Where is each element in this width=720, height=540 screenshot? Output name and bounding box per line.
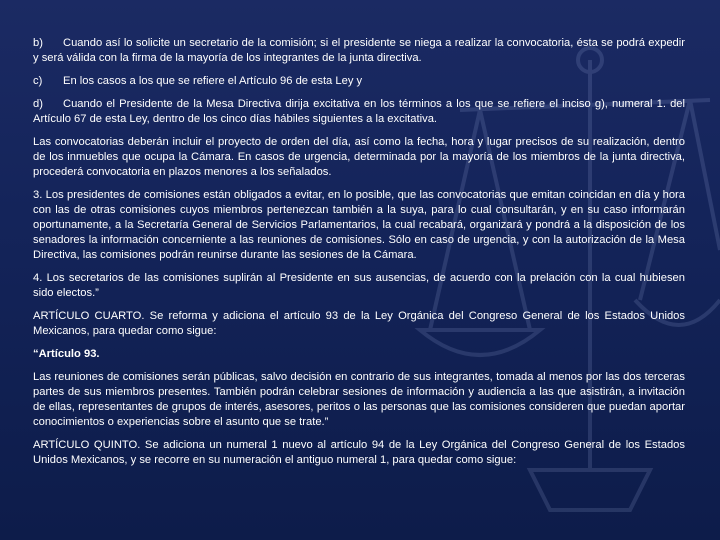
paragraph-convocatorias: Las convocatorias deberán incluir el proyecto de orden del día, así como la fecha, hora y lugar precisos de su realización, dentro de los inmuebles que ocupa la Cámara. En casos de urgencia, determinada por la mayoría de los miembros de la junta directiva, procederá convocatoria en plazos menores a los señalados. xyxy=(33,136,685,178)
heading-articulo-93: “Artículo 93. xyxy=(33,348,100,360)
slide-content xyxy=(33,36,685,476)
paragraph-c xyxy=(33,74,685,89)
paragraph-4: 4. Los secretarios de las comisiones suplirán al Presidente en sus ausencias, de acuerdo con la prelación con la cual hubiesen sido electos.” xyxy=(33,272,685,299)
paragraph-reuniones: Las reuniones de comisiones serán públicas, salvo decisión en contrario de sus integrantes, tomada al menos por las dos terceras partes de sus miembros presentes. También podrán celebrar sesiones de información y audiencia a las que asistirán, a invitación de ellas, representantes de grupos de interés, asesores, peritos o las personas que las comisiones consideren que puedan aportar conocimientos o experiencias sobre el asunto que se trate.” xyxy=(33,371,685,428)
paragraph-3: 3. Los presidentes de comisiones están obligados a evitar, en lo posible, que las convocatorias que emitan coincidan en día y hora con las de otras comisiones cuyos miembros pertenezcan también a la suya, para lo cual consultarán, y en su caso informarán oportunamente, a la Secretaría General de Servicios Parlamentarios, la cual recabará, organizará y pondrá a la disposición de los senadores la información concerniente a las reuniones de comisiones. Sólo en caso de urgencia, y con la autorización de la Mesa Directiva, las comisiones podrán reunirse durante las sesiones de la Cámara. xyxy=(33,189,685,261)
list-marker: b) xyxy=(33,37,43,49)
paragraph-b xyxy=(33,36,685,66)
list-marker: d) xyxy=(33,98,43,110)
paragraph-text: Cuando el Presidente de la Mesa Directiva dirija excitativa en los términos a los que se refiere el inciso g), numeral 1. del Artículo 67 de esta Ley, dentro de los cinco días hábiles siguientes a la excitativa. xyxy=(33,98,685,125)
list-marker: c) xyxy=(33,75,43,87)
paragraph-text: En los casos a los que se refiere el Artículo 96 de esta Ley y xyxy=(63,75,363,87)
paragraph-articulo-quinto: ARTÍCULO QUINTO. Se adiciona un numeral 1 nuevo al artículo 94 de la Ley Orgánica del Congreso General de los Estados Unidos Mexicanos, y se recorre en su numeración el antiguo numeral 1, para quedar como sigue: xyxy=(33,439,685,466)
paragraph-articulo-cuarto: ARTÍCULO CUARTO. Se reforma y adiciona el artículo 93 de la Ley Orgánica del Congreso General de los Estados Unidos Mexicanos, para quedar como sigue: xyxy=(33,310,685,337)
paragraph-d xyxy=(33,97,685,127)
paragraph-text: Cuando así lo solicite un secretario de la comisión; si el presidente se niega a realizar la convocatoria, ésta se podrá expedir y será válida con la firma de la mayoría de los integrantes de la junta directiva. xyxy=(33,37,685,64)
